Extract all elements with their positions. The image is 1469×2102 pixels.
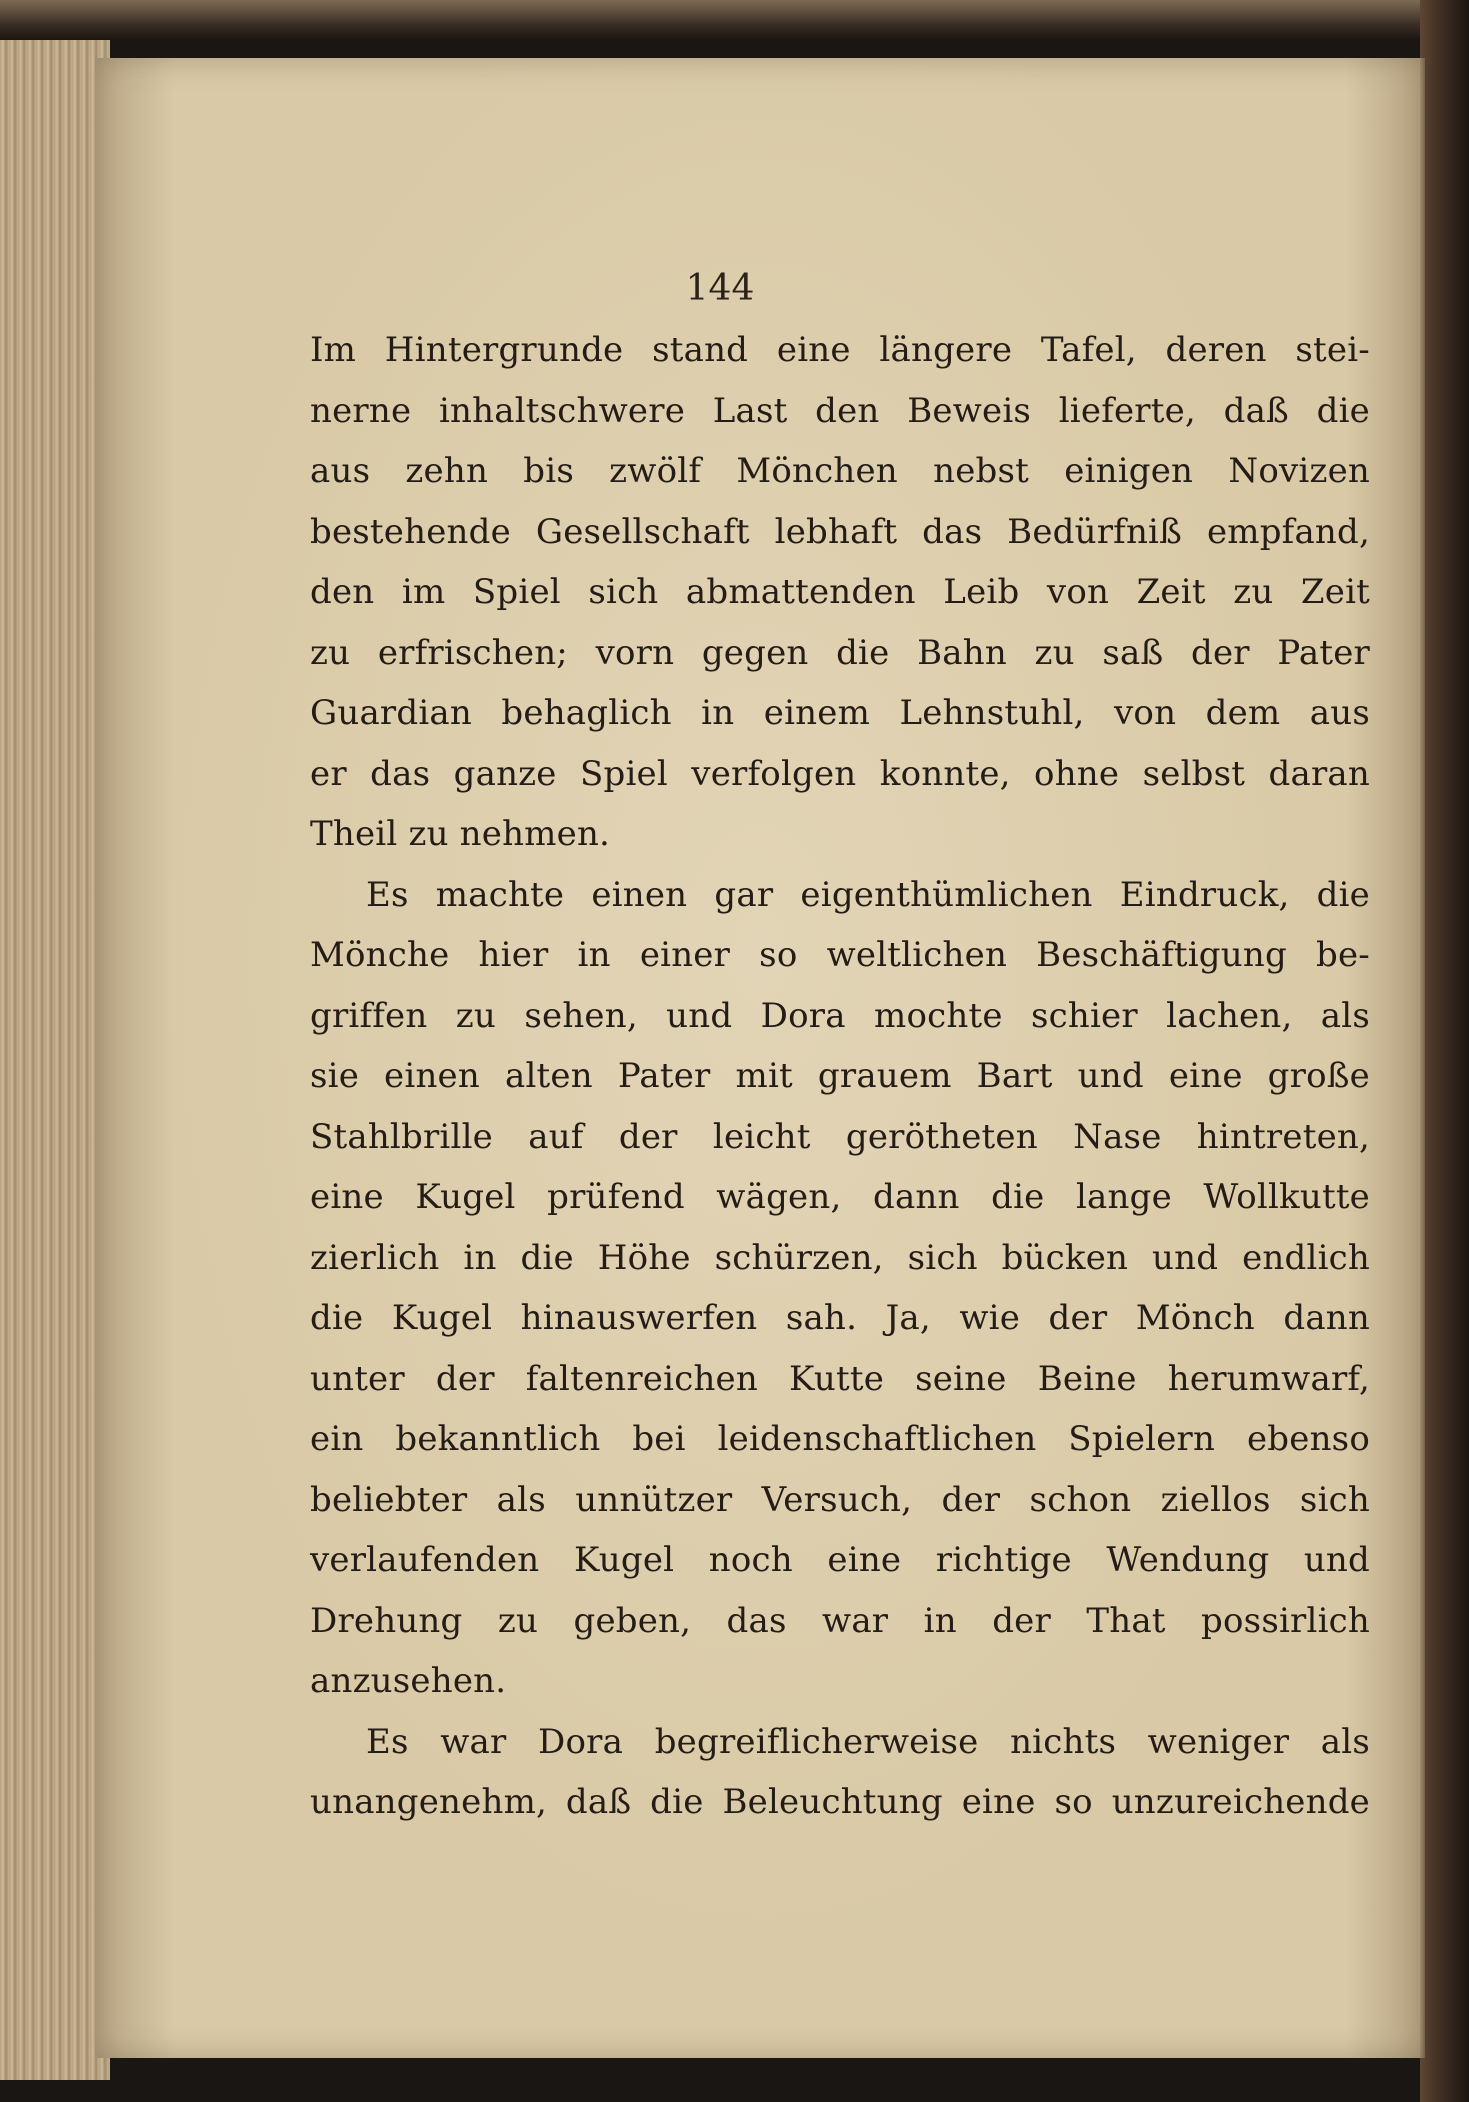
text-line: Es war Dora begreiflicherweise nichts weniger als xyxy=(366,1721,1370,1762)
text-line: die Kugel hinauswerfen sah. Ja, wie der Mönch dann xyxy=(310,1298,1370,1338)
text-line: er das ganze Spiel verfolgen konnte, ohne selbst daran xyxy=(310,753,1370,794)
text-line: sie einen alten Pater mit grauem Bart und eine große xyxy=(310,1056,1370,1096)
text-line: verlaufenden Kugel noch eine richtige Wendung und xyxy=(310,1540,1370,1580)
text-line: unangenehm, daß die Beleuchtung eine so unzureichende xyxy=(310,1782,1370,1822)
body-text xyxy=(310,320,1370,1833)
text-line: zu erfrischen; vorn gegen die Bahn zu saß der Pater xyxy=(310,632,1370,673)
text-line: Es machte einen gar eigenthümlichen Eindruck, die xyxy=(366,874,1370,915)
text-line: Mönche hier in einer so weltlichen Beschäftigung be- xyxy=(310,935,1370,975)
text-line: griffen zu sehen, und Dora mochte schier lachen, als xyxy=(310,995,1370,1036)
text-line: Drehung zu geben, das war in der That possirlich xyxy=(310,1600,1370,1641)
text-line: aus zehn bis zwölf Mönchen nebst einigen Novizen xyxy=(310,451,1370,491)
text-line: ein bekanntlich bei leidenschaftlichen Spielern ebenso xyxy=(310,1419,1370,1459)
text-line: bestehende Gesellschaft lebhaft das Bedürfniß empfand, xyxy=(310,511,1370,552)
text-line: unter der faltenreichen Kutte seine Beine herumwarf, xyxy=(310,1358,1370,1399)
text-line: Theil zu nehmen. xyxy=(310,814,611,854)
text-line: Guardian behaglich in einem Lehnstuhl, von dem aus xyxy=(310,693,1370,733)
text-line: beliebter als unnützer Versuch, der schon ziellos sich xyxy=(310,1479,1370,1520)
text-line: den im Spiel sich abmattenden Leib von Zeit zu Zeit xyxy=(310,572,1370,612)
page-gutter xyxy=(1420,58,1425,2058)
page-number: 144 xyxy=(685,268,755,309)
page-edges xyxy=(0,40,110,2080)
text-line: Im Hintergrunde stand eine längere Tafel, deren stei- xyxy=(310,330,1370,370)
text-line: nerne inhaltschwere Last den Beweis lieferte, daß die xyxy=(310,390,1370,431)
book-page xyxy=(95,58,1425,2058)
text-line: anzusehen. xyxy=(310,1661,507,1701)
text-line: zierlich in die Höhe schürzen, sich bücken und endlich xyxy=(310,1237,1370,1278)
book-spine-edge xyxy=(1420,0,1469,2102)
text-line: Stahlbrille auf der leicht gerötheten Nase hintreten, xyxy=(310,1116,1370,1157)
text-line: eine Kugel prüfend wägen, dann die lange Wollkutte xyxy=(310,1177,1370,1217)
cover-top-edge xyxy=(0,0,1469,40)
